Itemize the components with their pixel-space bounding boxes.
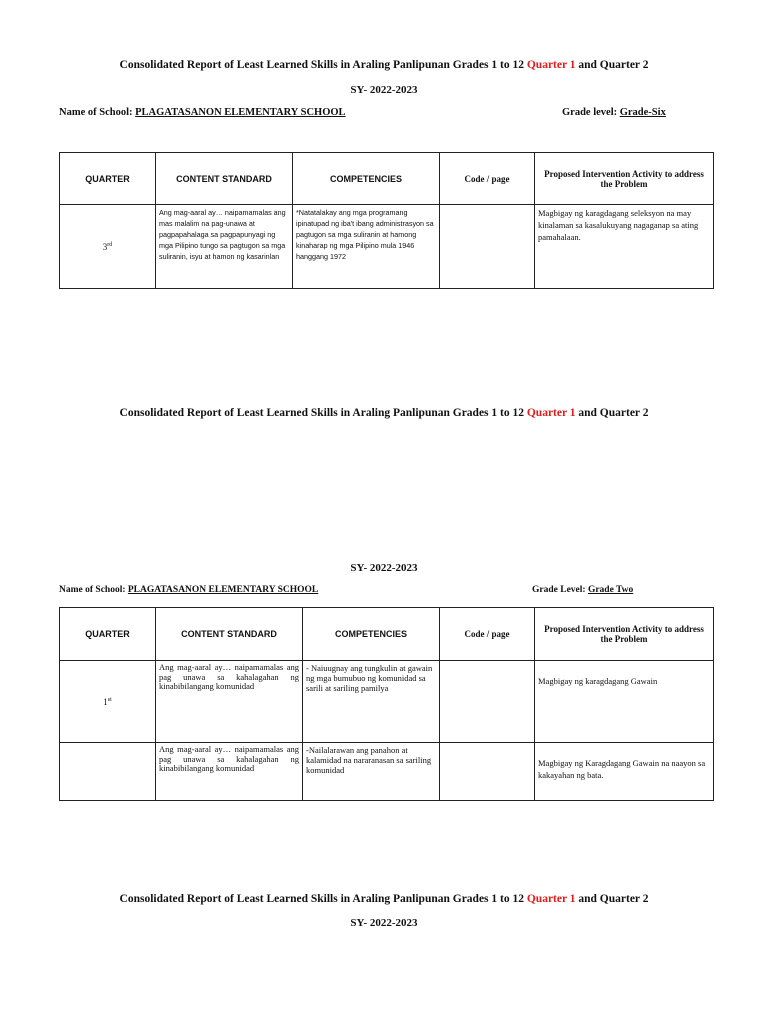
header-intervention: Proposed Intervention Activity to address the Problem [535,608,714,661]
report-title [0,407,768,419]
title-text-end: and Quarter 2 [575,407,649,419]
grade-level-line [532,585,633,595]
school-name-line [59,585,318,595]
grade-value: Grade-Six [619,107,666,118]
title-quarter-highlight: Quarter 1 [526,59,576,71]
code-page-cell [440,661,535,743]
title-text: Consolidated Report of Least Learned Skills in Araling Panlipunan Grades 1 to 12 [119,893,527,905]
content-standard-cell: Ang mag-aaral ay… naipamamalas ang pag unawa sa kahalagahan ng kinabibilangang komunidad [156,743,303,801]
report-title [0,893,768,905]
school-label: Name of School: [59,107,136,118]
content-standard-cell: Ang mag-aaral ay… naipamamalas ang pag unawa sa kahalagahan ng kinabibilangang komunidad [156,661,303,743]
quarter-cell: 1st [60,661,156,743]
quarter-cell [60,743,156,801]
header-content-standard: CONTENT STANDARD [156,153,293,205]
competencies-cell: - Naiuugnay ang tungkulin at gawain ng mga bumubuo ng komunidad sa sarili at sariling pamilya [303,661,440,743]
skills-table [59,152,714,289]
school-label: Name of School: [59,585,128,595]
header-code-page: Code / page [440,153,535,205]
school-year: SY- 2022-2023 [350,84,418,96]
intervention-cell: Magbigay ng karagdagang seleksyon na may kinalaman sa kasalukuyang nagaganap sa ating pamahalaan. [535,205,714,289]
title-text-end: and Quarter 2 [575,893,649,905]
title-text-end: and Quarter 2 [575,59,649,71]
school-year: SY- 2022-2023 [350,917,418,929]
table-row [60,743,714,801]
grade-level-line [562,107,666,118]
intervention-cell: Magbigay ng Karagdagang Gawain na naayon sa kakayahan ng bata. [535,743,714,801]
header-code-page: Code / page [440,608,535,661]
school-name-line [59,107,346,118]
title-quarter-highlight: Quarter 1 [526,893,576,905]
grade-value: Grade Two [587,585,634,595]
header-intervention: Proposed Intervention Activity to address the Problem [535,153,714,205]
table-row [60,661,714,743]
quarter-cell: 3rd [60,205,156,289]
grade-label: Grade Level: [532,585,588,595]
code-page-cell [440,205,535,289]
table-header-row [60,608,714,661]
header-competencies: COMPETENCIES [293,153,440,205]
header-content-standard: CONTENT STANDARD [156,608,303,661]
report-title [0,59,768,71]
skills-table [59,607,714,801]
school-year: SY- 2022-2023 [350,562,418,574]
header-competencies: COMPETENCIES [303,608,440,661]
intervention-cell: Magbigay ng karagdagang Gawain [535,661,714,743]
school-name: PLAGATASANON ELEMENTARY SCHOOL [135,107,346,118]
competencies-cell: *Natatalakay ang mga programang ipinatupad ng iba't ibang administrasyon sa pagtugon sa mga suliranin at hamong kinaharap ng mga Pilipino mula 1946 hanggang 1972 [293,205,440,289]
competencies-cell: -Nailalarawan ang panahon at kalamidad na nararanasan sa sariling komunidad [303,743,440,801]
title-text: Consolidated Report of Least Learned Skills in Araling Panlipunan Grades 1 to 12 [119,407,527,419]
grade-label: Grade level: [562,107,620,118]
table-header-row [60,153,714,205]
table-row [60,205,714,289]
school-name: PLAGATASANON ELEMENTARY SCHOOL [127,585,319,595]
title-text: Consolidated Report of Least Learned Skills in Araling Panlipunan Grades 1 to 12 [119,59,527,71]
header-quarter: QUARTER [60,153,156,205]
header-quarter: QUARTER [60,608,156,661]
content-standard-cell: Ang mag-aaral ay… naipamamalas ang mas malalim na pag-unawa at pagpapahalaga sa pagpapunyagi ng mga Pilipino tungo sa pagtugon sa mga suliranin, isyu at hamon ng kasarinlan [156,205,293,289]
title-quarter-highlight: Quarter 1 [526,407,576,419]
code-page-cell [440,743,535,801]
